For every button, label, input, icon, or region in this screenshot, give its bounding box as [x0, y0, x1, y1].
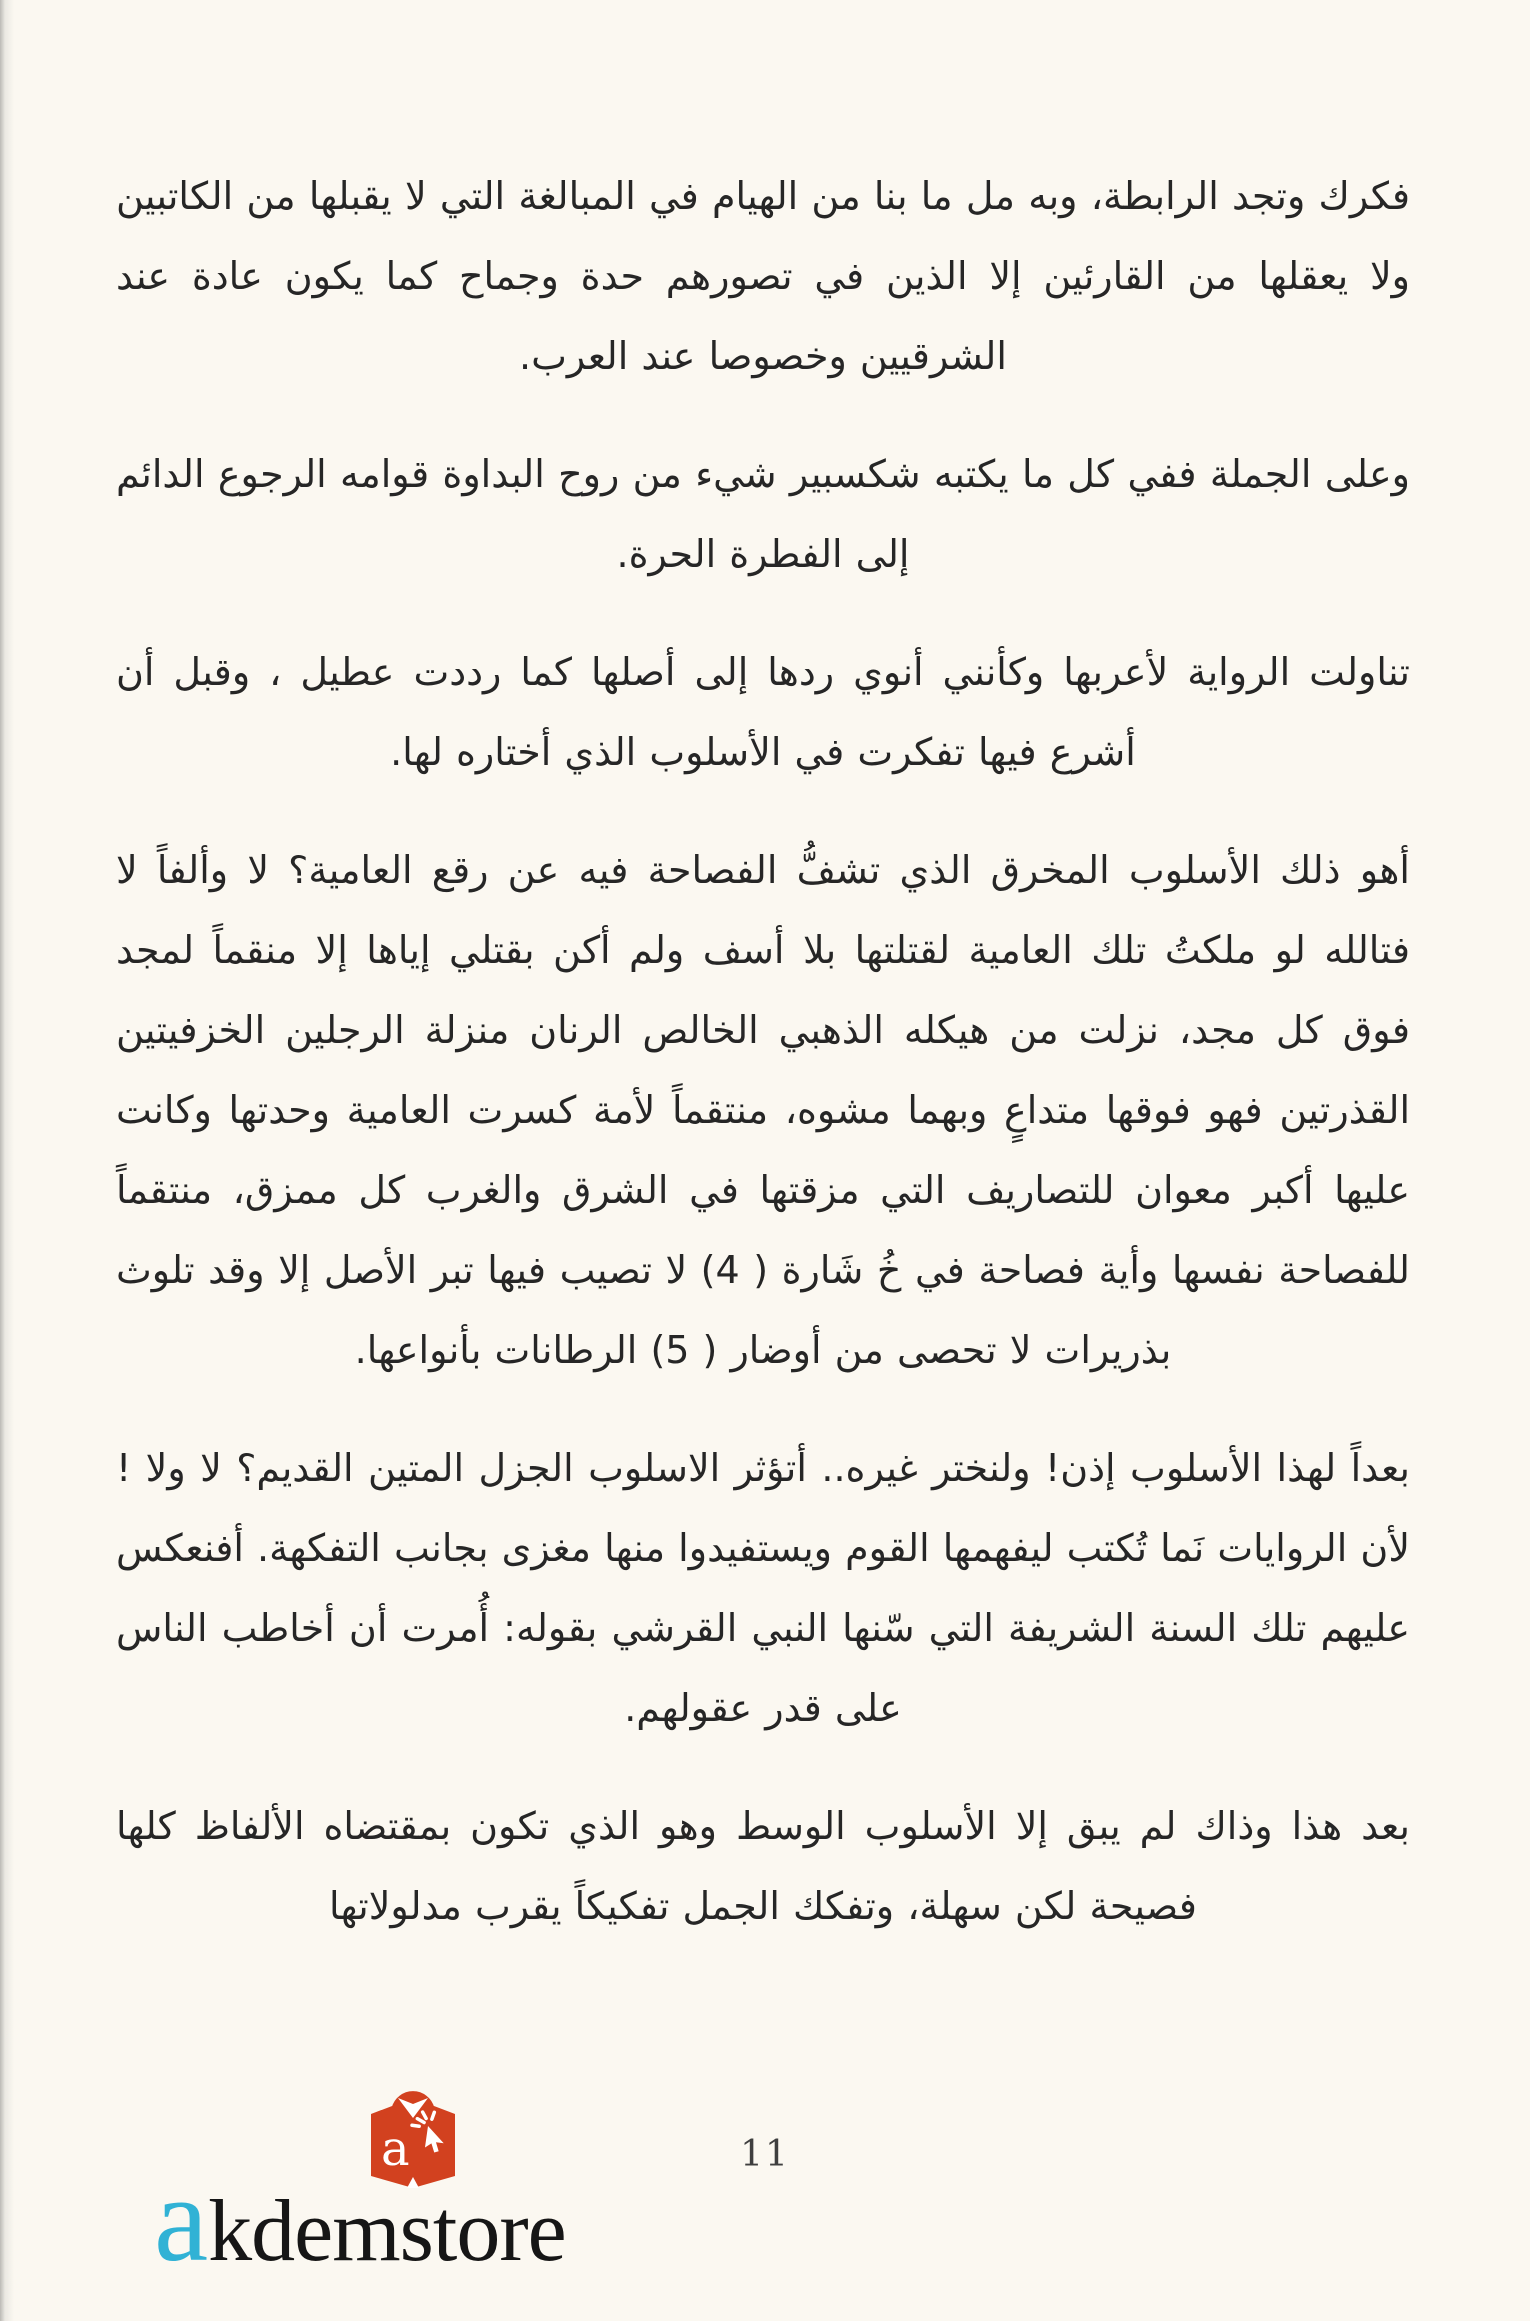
paragraph: فكرك وتجد الرابطة، وبه مل ما بنا من الهيام في المبالغة التي لا يقبلها من الكاتبين ولا يعقلها من القارئين إلا الذين في تصورهم حدة وجماح كما يكون عادة عند الشرقيين وخصوصا عند العرب. — [116, 174, 1410, 378]
paragraph: تناولت الرواية لأعربها وكأنني أنوي ردها إلى أصلها كما رددت عطيل ، وقبل أن أشرع فيها تفكرت في الأسلوب الذي أختاره لها. — [116, 650, 1410, 774]
wordmark-rest: kdemstore — [208, 2183, 566, 2280]
wordmark-letter-a: a — [154, 2152, 209, 2287]
akdemstore-wordmark — [154, 2150, 566, 2290]
page-number: 11 — [740, 2134, 790, 2175]
body-text — [116, 156, 1410, 1946]
logo-letter-a: a — [381, 2121, 410, 2177]
paragraph: بعداً لهذا الأسلوب إذن! ولنختر غيره.. أتؤثر الاسلوب الجزل المتين القديم؟ لا ولا ! لأن الروايات نَما تُكتب ليفهمها القوم ويستفيدوا منها مغزى بجانب التفكهة. أفنعكس عليهم تلك السنة الشريفة التي سّنها النبي القرشي بقوله: أُمرت أن أخاطب الناس على قدر عقولهم. — [116, 1446, 1410, 1730]
paragraph: أهو ذلك الأسلوب المخرق الذي تشفُّ الفصاحة فيه عن رقع العامية؟ لا وألفاً لا فتالله لو ملكتُ تلك العامية لقتلتها بلا أسف ولم أكن بقتلي إياها إلا منقماً لمجد فوق كل مجد، نزلت من هيكله الذهبي الخالص الرنان منزلة الرجلين الخزفيتين القذرتين فهو فوقها متداعٍ وبهما مشوه، منتقماً لأمة كسرت العامية وحدتها وكانت عليها أكبر معوان للتصاريف التي مزقتها في الشرق والغرب كل ممزق، منتقماً للفصاحة نفسها وأية فصاحة في خُ شَارة ( 4) لا تصيب فيها تبر الأصل إلا وقد تلوث بذريرات لا تحصى من أوضار ( 5) الرطانات بأنواعها. — [116, 848, 1410, 1372]
paragraph: بعد هذا وذاك لم يبق إلا الأسلوب الوسط وهو الذي تكون بمقتضاه الألفاظ كلها فصيحة لكن سهلة، وتفكك الجمل تفكيكاً يقرب مدلولاتها — [116, 1804, 1410, 1928]
scan-edge-shadow — [0, 0, 14, 2321]
paragraph: وعلى الجملة ففي كل ما يكتبه شكسبير شيء من روح البداوة قوامه الرجوع الدائم إلى الفطرة الحرة. — [116, 452, 1410, 576]
